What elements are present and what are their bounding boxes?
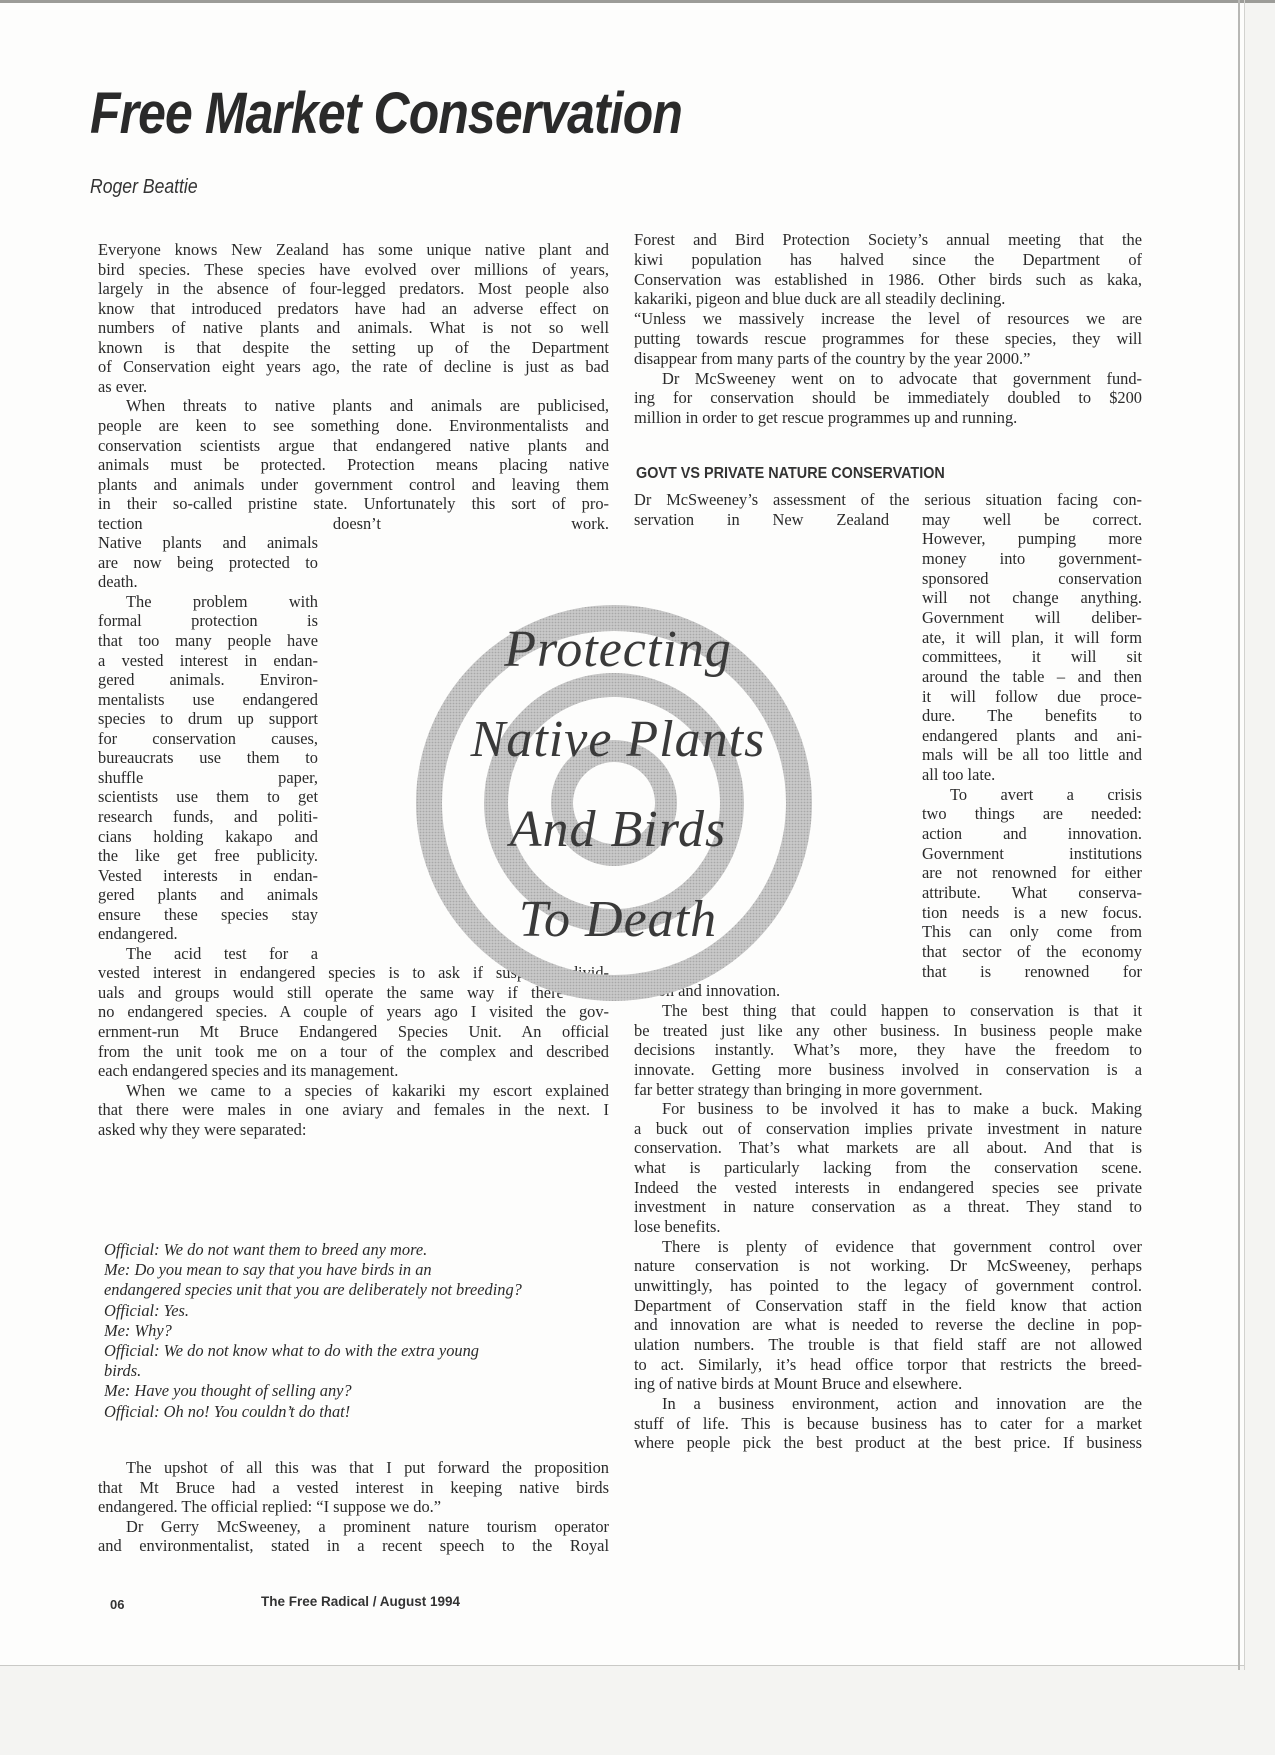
text-line: ensure these species stay: [98, 904, 318, 924]
text-line: million in order to get rescue programmes up and running.: [634, 408, 1018, 428]
text-line: mals will be all too little and: [922, 745, 1142, 765]
text-line: putting towards rescue programmes for these species, they will: [634, 329, 1142, 348]
text-line: servation in New Zealand may well be correct.: [634, 509, 1142, 529]
text-line: dure. The benefits to: [922, 706, 1142, 726]
text-line: that Mt Bruce had a vested interest in keeping native birds: [98, 1477, 609, 1497]
text-line: stuff of life. This is because business has to cater for a market: [634, 1413, 1142, 1433]
text-line: Official: Yes.: [104, 1300, 189, 1320]
text-line: from the unit took me on a tour of the complex and described: [98, 1041, 609, 1061]
text-line: innovate. Getting more business involved in conservation is a: [634, 1059, 1142, 1079]
text-line: conservation scientists argue that endangered native plants and: [98, 435, 609, 455]
text-line: disappear from many parts of the country by the year 2000.”: [634, 348, 1031, 368]
text-line: for conservation causes,: [98, 728, 318, 748]
text-line: The problem with: [126, 591, 318, 611]
text-line: Native plants and animals: [98, 533, 318, 553]
text-line: Conservation was established in 1986. Other birds such as kaka,: [634, 269, 1142, 289]
text-line: all too late.: [922, 765, 996, 785]
text-line: Everyone knows New Zealand has some unique native plant and: [98, 240, 609, 259]
text-line: bird species. These species have evolved over millions of years,: [98, 259, 609, 279]
text-line: known is that despite the setting up of the Department: [98, 337, 609, 357]
text-line: are not renowned for either: [922, 863, 1142, 883]
section-heading: GOVT VS PRIVATE NATURE CONSERVATION: [636, 465, 945, 482]
text-line: endangered. The official replied: “I suppose we do.”: [98, 1497, 442, 1517]
text-line: Vested interests in endan-: [98, 865, 318, 885]
text-line: kakariki, pigeon and blue duck are all steadily declining.: [634, 289, 1006, 309]
text-line: uals and groups would still operate the same way if there were: [98, 982, 609, 1002]
text-line: Government will deliber-: [922, 607, 1142, 627]
text-line: what is particularly lacking from the conservation scene.: [634, 1158, 1142, 1178]
article-title: Free Market Conservation: [90, 81, 682, 146]
text-line: of Conservation eight years ago, the rate of decline is just as bad: [98, 357, 609, 377]
text-line: scientists use them to get: [98, 787, 318, 807]
pull-quote-line: Native Plants: [470, 711, 766, 768]
text-line: For business to be involved it has to make a buck. Making: [662, 1099, 1142, 1119]
text-line: species to drum up support: [98, 709, 318, 729]
page-number: 06: [110, 1597, 125, 1612]
text-line: research funds, and politi-: [98, 806, 318, 826]
text-line: This can only come from: [922, 922, 1142, 942]
text-line: around the table – and then: [922, 666, 1142, 686]
text-line: will not change anything.: [922, 588, 1142, 608]
text-line: to act. Similarly, it’s head office torpor that restricts the breed-: [634, 1354, 1142, 1374]
article-author: Roger Beattie: [90, 176, 198, 198]
text-line: vested interest in endangered species is to ask if suspect individ-: [98, 963, 609, 983]
text-line: ate, it will plan, it will form: [922, 627, 1142, 647]
text-line: sponsored conservation: [922, 568, 1142, 588]
text-line: ing for conservation should be immediately doubled to $200: [634, 388, 1142, 408]
text-line: plants and animals under government control and leaving them: [98, 474, 609, 494]
text-line: shuffle paper,: [98, 767, 318, 787]
text-line: When threats to native plants and animals are publicised,: [126, 396, 609, 416]
text-line: ernment-run Mt Bruce Endangered Species Unit. An official: [98, 1022, 609, 1041]
text-line: endangered.: [98, 924, 178, 944]
text-line: When we came to a species of kakariki my escort explained: [126, 1080, 609, 1100]
text-line: that too many people have: [98, 631, 318, 650]
binding-edge-outer: [1244, 0, 1245, 1670]
text-line: numbers of native plants and animals. What is not so well: [98, 318, 609, 338]
text-line: To avert a crisis: [950, 784, 1142, 804]
text-line: Me: Have you thought of selling any?: [104, 1381, 352, 1401]
text-line: birds.: [104, 1361, 142, 1381]
text-line: decisions instantly. What’s more, they have the freedom to: [634, 1040, 1142, 1060]
text-line: animals must be protected. Protection means placing native: [98, 455, 609, 475]
text-line: each endangered species and its management.: [98, 1061, 399, 1081]
text-line: that there were males in one aviary and females in the next. I: [98, 1100, 609, 1120]
text-line: The best thing that could happen to conservation is that it: [662, 1000, 1142, 1020]
text-line: Dr Gerry McSweeney, a prominent nature tourism operator: [126, 1516, 609, 1536]
pull-quote-line: And Birds: [509, 801, 727, 858]
text-line: gered animals. Environ-: [98, 670, 318, 690]
text-line: cians holding kakapo and: [98, 826, 318, 846]
text-line: as ever.: [98, 376, 148, 396]
text-line: The upshot of all this was that I put forward the proposition: [126, 1458, 609, 1477]
text-line: largely in the absence of four-legged predators. Most people also: [98, 279, 609, 299]
text-line: a vested interest in endan-: [98, 650, 318, 670]
text-line: Me: Do you mean to say that you have birds in an: [104, 1260, 432, 1280]
text-line: conservation. That’s what markets are all about. And that is: [634, 1138, 1142, 1158]
text-line: mentalists use endangered: [98, 689, 318, 709]
text-line: ulation numbers. The trouble is that field staff are not allowed: [634, 1334, 1142, 1354]
text-line: Dr McSweeney went on to advocate that government fund-: [662, 368, 1142, 388]
text-line: In a business environment, action and innovation are the: [662, 1393, 1142, 1413]
binding-edge: [1238, 0, 1240, 1670]
publication-credit: The Free Radical / August 1994: [261, 1594, 461, 1609]
text-line: bureaucrats use them to: [98, 748, 318, 768]
pull-quote: [368, 600, 868, 1020]
text-line: people are keen to see something done. Environmentalists and: [98, 415, 609, 435]
text-line: Me: Why?: [104, 1320, 172, 1340]
text-line: The acid test for a: [126, 943, 318, 963]
text-line: “Unless we massively increase the level of resources we are: [634, 309, 1142, 329]
text-line: know that introduced predators have had an adverse effect on: [98, 298, 609, 318]
text-line: no endangered species. A couple of years ago I visited the gov-: [98, 1002, 609, 1022]
pull-quote-line: To Death: [518, 891, 718, 948]
text-line: kiwi population has halved since the Department of: [634, 249, 1142, 269]
text-line: asked why they were separated:: [98, 1119, 307, 1139]
text-line: Official: Oh no! You couldn’t do that!: [104, 1401, 351, 1421]
text-line: that is renowned for: [922, 961, 1142, 981]
text-line: gered plants and animals: [98, 885, 318, 905]
text-line: Department of Conservation staff in the field know that action: [634, 1295, 1142, 1315]
text-line: endangered plants and ani-: [922, 725, 1142, 745]
text-line: tection doesn’t work.: [98, 513, 609, 533]
text-line: a buck out of conservation implies private investment in nature: [634, 1118, 1142, 1138]
page-top-edge: [0, 0, 1275, 3]
text-line: are now being protected to: [98, 552, 318, 572]
text-line: ing of native birds at Mount Bruce and elsewhere.: [634, 1374, 963, 1394]
text-line: committees, it will sit: [922, 647, 1142, 667]
text-line: Forest and Bird Protection Society’s annual meeting that the: [634, 230, 1142, 249]
text-line: two things are needed:: [922, 804, 1142, 824]
text-line: nature conservation is not working. Dr McSweeney, perhaps: [634, 1256, 1142, 1276]
text-line: and environmentalist, stated in a recent speech to the Royal: [98, 1536, 609, 1556]
text-line: investment in nature conservation as a threat. They stand to: [634, 1197, 1142, 1217]
text-line: death.: [98, 572, 138, 592]
text-line: Dr McSweeney’s assessment of the serious situation facing con-: [634, 490, 1142, 509]
text-line: that sector of the economy: [922, 941, 1142, 961]
text-line: formal protection is: [98, 611, 318, 631]
text-line: action and innovation.: [922, 824, 1142, 844]
text-line: money into government-: [922, 548, 1142, 568]
text-line: attribute. What conserva-: [922, 883, 1142, 902]
text-line: Official: We do not know what to do with the extra young: [104, 1341, 479, 1360]
text-line: in their so-called pristine state. Unfortunately this sort of pro-: [98, 494, 609, 514]
text-line: tion needs is a new focus.: [922, 902, 1142, 922]
text-line: Indeed the vested interests in endangered species see private: [634, 1177, 1142, 1197]
text-line: the like get free publicity.: [98, 846, 318, 866]
text-line: unwittingly, has pointed to the legacy of government control.: [634, 1276, 1142, 1295]
text-line: action and innovation.: [634, 981, 781, 1001]
text-line: However, pumping more: [922, 529, 1142, 549]
text-line: endangered species unit that you are deliberately not breeding?: [104, 1280, 522, 1300]
text-line: There is plenty of evidence that government control over: [662, 1236, 1142, 1256]
text-line: where people pick the best product at the best price. If business: [634, 1433, 1142, 1453]
pull-quote-line: Protecting: [504, 621, 732, 678]
text-line: it will follow due proce-: [922, 686, 1142, 706]
text-line: be treated just like any other business. In business people make: [634, 1020, 1142, 1040]
text-line: Government institutions: [922, 843, 1142, 863]
text-line: and innovation are what is needed to reverse the decline in pop-: [634, 1315, 1142, 1335]
text-line: far better strategy than bringing in more government.: [634, 1079, 983, 1099]
text-line: Official: We do not want them to breed any more.: [104, 1240, 428, 1259]
text-line: lose benefits.: [634, 1217, 721, 1237]
